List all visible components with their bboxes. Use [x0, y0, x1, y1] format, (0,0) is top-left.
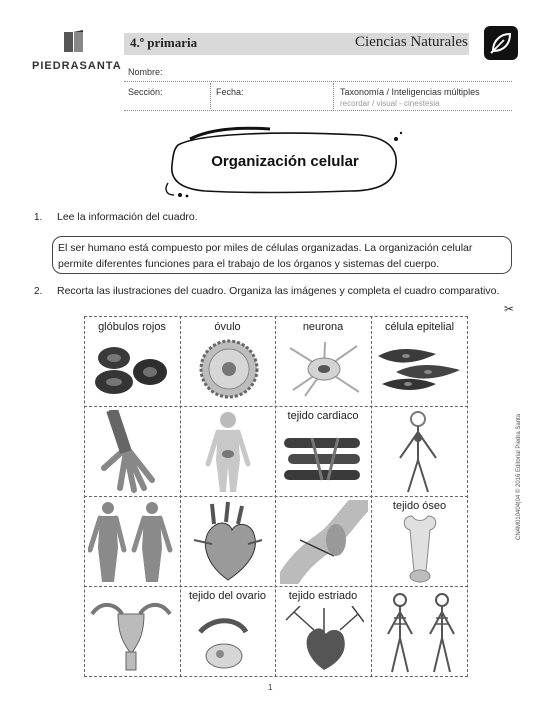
- divider: [124, 81, 512, 82]
- taxonomy-label: Taxonomía / Inteligencias múltiples: [340, 87, 480, 97]
- grid-line: [84, 496, 468, 497]
- page-number: 1: [268, 683, 273, 692]
- books-logo-icon: [62, 30, 88, 54]
- red-blood-cells-illustration: [92, 342, 172, 398]
- page-title: Organización celular: [211, 153, 359, 170]
- female-body-illustration: [200, 410, 256, 494]
- label-tejido-oseo: tejido óseo: [392, 500, 447, 512]
- label-ovulo: óvulo: [214, 321, 241, 333]
- name-label: Nombre:: [128, 67, 163, 77]
- subject-label: Ciencias Naturales: [355, 34, 468, 50]
- grade-label: 4.º primaria: [130, 35, 198, 50]
- heart-vessels-illustration: [284, 606, 364, 674]
- activity-text: Recorta las ilustraciones del cuadro. Organiza las imágenes y completa el cuadro comparativo.: [57, 285, 500, 297]
- label-tejido-cardiaco: tejido cardiaco: [287, 410, 359, 422]
- ovary-tissue-illustration: [194, 612, 264, 674]
- label-celula-epitelial: célula epitelial: [384, 321, 455, 333]
- uterus-illustration: [88, 592, 174, 674]
- date-label: Fecha:: [216, 87, 244, 97]
- activity-text: Lee la información del cuadro.: [57, 211, 198, 223]
- divider: [333, 83, 334, 109]
- cardiac-tissue-illustration: [282, 430, 364, 490]
- ovum-illustration: [194, 338, 264, 400]
- taxonomy-values: recordar / visual - cinestesia: [340, 99, 440, 108]
- brand-name: PIEDRASANTA: [32, 60, 122, 72]
- divider: [210, 83, 211, 109]
- section-label: Sección:: [128, 87, 163, 97]
- skeletons-illustration: [380, 592, 464, 674]
- circulatory-system-illustration: [390, 410, 446, 494]
- label-globulos-rojos: glóbulos rojos: [98, 321, 166, 333]
- epithelial-cells-illustration: [376, 344, 462, 394]
- info-text: El ser humano está compuesto por miles de células organizadas. La organización celular permite diferentes funciones para el trabajo de los órganos y sistemas del cuerpo.: [58, 242, 473, 270]
- muscular-system-illustration: [88, 500, 174, 584]
- divider: [124, 110, 512, 111]
- hand-muscles-illustration: [98, 410, 164, 494]
- scissors-icon: ✂: [504, 302, 515, 316]
- label-neurona: neurona: [302, 321, 344, 333]
- leaf-icon: [484, 26, 518, 60]
- label-tejido-del-ovario: tejido del ovario: [188, 590, 267, 602]
- grid-line: [84, 586, 468, 587]
- activity-number: 1.: [34, 212, 43, 223]
- bone-tissue-illustration: [398, 514, 442, 584]
- arm-muscle-illustration: [280, 500, 368, 584]
- copyright-text: CN4M010404|04 © 2016 Editorial Piedra Santa: [516, 413, 522, 540]
- grid-line: [84, 406, 468, 407]
- neuron-illustration: [285, 340, 363, 398]
- heart-illustration: [192, 500, 264, 584]
- label-tejido-estriado: tejido estriado: [288, 590, 358, 602]
- activity-number: 2.: [34, 286, 43, 297]
